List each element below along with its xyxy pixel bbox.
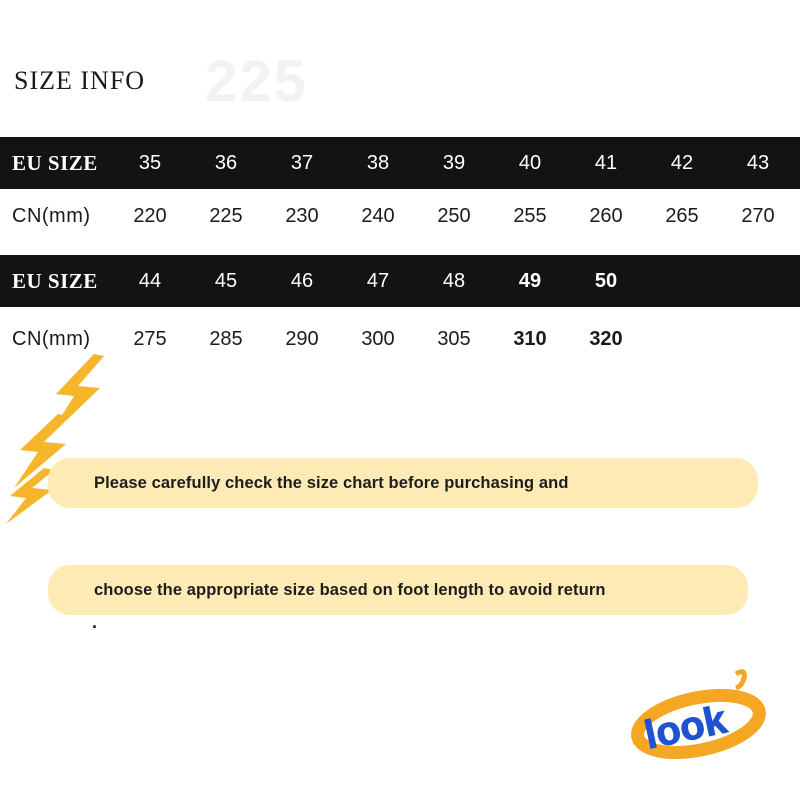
row-label: CN(mm): [12, 204, 91, 227]
table-cell: 46: [290, 269, 314, 292]
watermark-number: 225: [205, 49, 308, 114]
note-line-3: .: [92, 612, 98, 632]
table-cell: 255: [513, 204, 547, 227]
table-cell: 265: [665, 204, 699, 227]
row-label: EU SIZE: [12, 268, 98, 293]
table-cell: 36: [214, 151, 238, 174]
table-cell: 43: [746, 151, 770, 174]
table-cell: 44: [138, 269, 162, 292]
table-cell: 42: [670, 151, 694, 174]
table-cell: 49: [518, 269, 542, 292]
table-cell: 305: [437, 327, 471, 350]
table-cell: 47: [366, 269, 390, 292]
table-cell: 230: [285, 204, 319, 227]
note-line-1: Please carefully check the size chart before purchasing and: [48, 458, 758, 508]
look-logo: [618, 652, 778, 772]
table-cell: 300: [361, 327, 395, 350]
svg-text:look: look: [640, 697, 731, 758]
table-cell: 285: [209, 327, 243, 350]
table-row: [0, 190, 800, 242]
table-cell: 275: [133, 327, 167, 350]
table-cell: 40: [518, 151, 542, 174]
table-cell: 250: [437, 204, 471, 227]
table-row: [0, 255, 800, 307]
page-title: SIZE INFO: [14, 66, 146, 95]
row-label: CN(mm): [12, 327, 91, 350]
table-cell: 290: [285, 327, 319, 350]
table-row: [0, 137, 800, 189]
table-cell: 45: [214, 269, 238, 292]
table-cell: 240: [361, 204, 395, 227]
table-cell: 38: [366, 151, 390, 174]
table-cell: 310: [513, 327, 547, 350]
table-cell: 37: [290, 151, 314, 174]
table-cell: 35: [138, 151, 162, 174]
note-line-2: choose the appropriate size based on foot length to avoid return: [48, 565, 748, 615]
table-cell: 225: [209, 204, 243, 227]
table-cell: 270: [741, 204, 775, 227]
table-cell: 50: [594, 269, 618, 292]
table-cell: 48: [442, 269, 466, 292]
table-cell: 39: [442, 151, 466, 174]
table-cell: 260: [589, 204, 623, 227]
table-cell: 320: [589, 327, 623, 350]
table-cell: 220: [133, 204, 167, 227]
table-row: [0, 313, 800, 365]
row-label: EU SIZE: [12, 150, 98, 175]
table-cell: 41: [594, 151, 618, 174]
